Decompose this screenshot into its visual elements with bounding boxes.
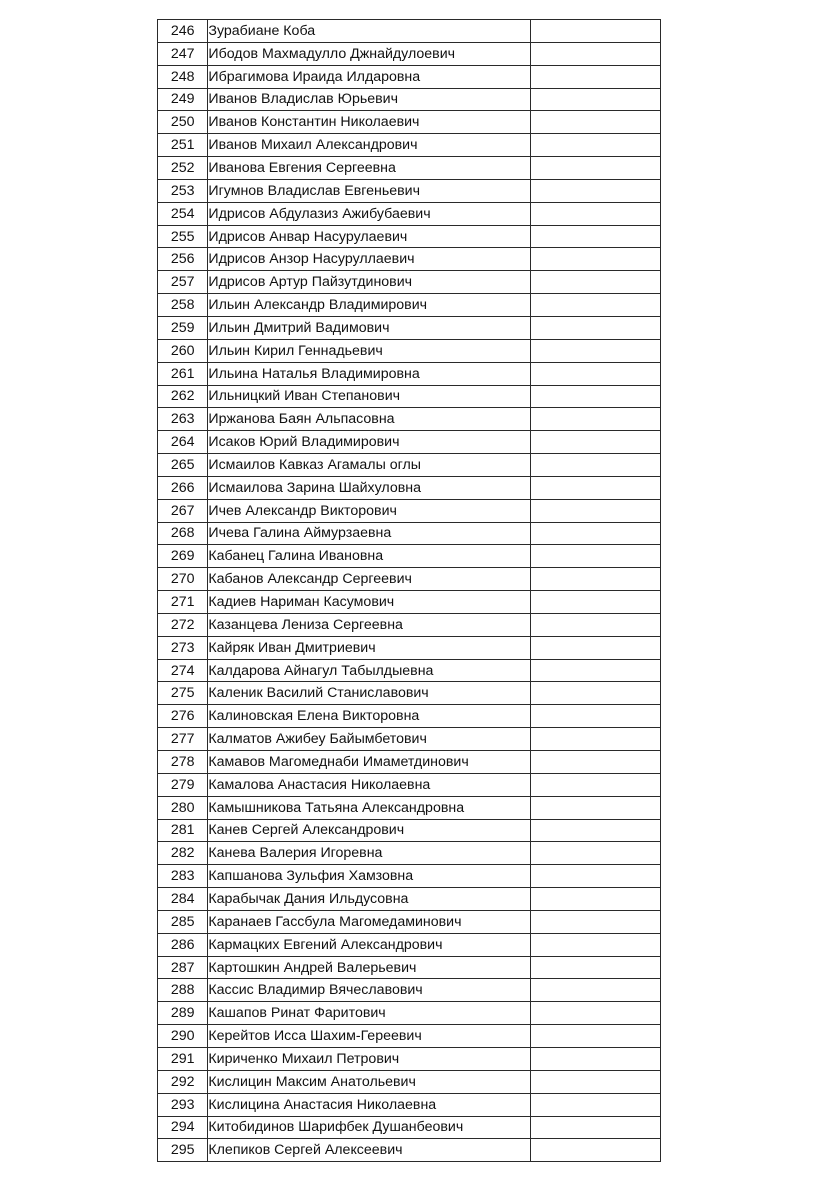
person-name: Камалова Анастасия Николаевна: [208, 773, 531, 796]
row-number: 290: [158, 1025, 208, 1048]
person-name: Кайряк Иван Дмитриевич: [208, 636, 531, 659]
row-number: 278: [158, 751, 208, 774]
empty-cell: [530, 476, 660, 499]
person-name: Кассис Владимир Вячеславович: [208, 979, 531, 1002]
row-number: 251: [158, 134, 208, 157]
person-name: Идрисов Артур Пайзутдинович: [208, 271, 531, 294]
empty-cell: [530, 408, 660, 431]
table-row: [158, 682, 661, 705]
empty-cell: [530, 431, 660, 454]
row-number: 264: [158, 431, 208, 454]
person-name: Казанцева Лениза Сергеевна: [208, 613, 531, 636]
person-name: Кислицин Максим Анатольевич: [208, 1070, 531, 1093]
person-name: Камавов Магомеднаби Имаметдинович: [208, 751, 531, 774]
table-row: [158, 705, 661, 728]
row-number: 268: [158, 522, 208, 545]
empty-cell: [530, 65, 660, 88]
table-row: [158, 294, 661, 317]
table-row: [158, 1116, 661, 1139]
empty-cell: [530, 179, 660, 202]
person-name: Зурабиане Коба: [208, 20, 531, 43]
person-name: Каранаев Гассбула Магомедаминович: [208, 910, 531, 933]
row-number: 271: [158, 591, 208, 614]
table-row: [158, 522, 661, 545]
table-row: [158, 339, 661, 362]
person-name: Кармацких Евгений Александрович: [208, 933, 531, 956]
person-name: Канев Сергей Александрович: [208, 819, 531, 842]
person-name: Калиновская Елена Викторовна: [208, 705, 531, 728]
table-row: [158, 225, 661, 248]
empty-cell: [530, 910, 660, 933]
person-name: Картошкин Андрей Валерьевич: [208, 956, 531, 979]
person-name: Кадиев Нариман Касумович: [208, 591, 531, 614]
empty-cell: [530, 1116, 660, 1139]
table-row: [158, 956, 661, 979]
person-name: Идрисов Анвар Насурулаевич: [208, 225, 531, 248]
table-row: [158, 362, 661, 385]
row-number: 275: [158, 682, 208, 705]
row-number: 267: [158, 499, 208, 522]
table-row: [158, 545, 661, 568]
person-name: Идрисов Анзор Насуруллаевич: [208, 248, 531, 271]
table-row: [158, 819, 661, 842]
table-row: [158, 476, 661, 499]
person-name: Исмаилов Кавказ Агамалы оглы: [208, 454, 531, 477]
person-name: Ибрагимова Ираида Илдаровна: [208, 65, 531, 88]
empty-cell: [530, 1070, 660, 1093]
table-row: [158, 42, 661, 65]
row-number: 282: [158, 842, 208, 865]
person-name: Ибодов Махмадулло Джнайдулоевич: [208, 42, 531, 65]
table-row: [158, 316, 661, 339]
row-number: 249: [158, 88, 208, 111]
table-row: [158, 773, 661, 796]
row-number: 293: [158, 1093, 208, 1116]
table-row: [158, 157, 661, 180]
table-row: [158, 1070, 661, 1093]
table-row: [158, 865, 661, 888]
person-name: Калдарова Айнагул Табылдыевна: [208, 659, 531, 682]
table-row: [158, 1025, 661, 1048]
person-name: Иванова Евгения Сергеевна: [208, 157, 531, 180]
row-number: 254: [158, 202, 208, 225]
row-number: 292: [158, 1070, 208, 1093]
empty-cell: [530, 796, 660, 819]
empty-cell: [530, 1002, 660, 1025]
row-number: 258: [158, 294, 208, 317]
person-name: Игумнов Владислав Евгеньевич: [208, 179, 531, 202]
empty-cell: [530, 248, 660, 271]
row-number: 284: [158, 888, 208, 911]
table-row: [158, 431, 661, 454]
table-row: [158, 659, 661, 682]
row-number: 272: [158, 613, 208, 636]
row-number: 266: [158, 476, 208, 499]
row-number: 253: [158, 179, 208, 202]
empty-cell: [530, 888, 660, 911]
row-number: 256: [158, 248, 208, 271]
person-name: Кислицина Анастасия Николаевна: [208, 1093, 531, 1116]
empty-cell: [530, 294, 660, 317]
table-row: [158, 248, 661, 271]
person-name: Идрисов Абдулазиз Ажибубаевич: [208, 202, 531, 225]
empty-cell: [530, 134, 660, 157]
empty-cell: [530, 522, 660, 545]
row-number: 291: [158, 1047, 208, 1070]
person-name: Ильин Кирил Геннадьевич: [208, 339, 531, 362]
person-name: Ильина Наталья Владимировна: [208, 362, 531, 385]
row-number: 252: [158, 157, 208, 180]
empty-cell: [530, 202, 660, 225]
person-name: Керейтов Исса Шахим-Гереевич: [208, 1025, 531, 1048]
person-name: Кабанец Галина Ивановна: [208, 545, 531, 568]
table-row: [158, 134, 661, 157]
table-row: [158, 65, 661, 88]
table-row: [158, 568, 661, 591]
person-name: Клепиков Сергей Алексеевич: [208, 1139, 531, 1162]
table-row: [158, 842, 661, 865]
row-number: 273: [158, 636, 208, 659]
person-name: Китобидинов Шарифбек Душанбеович: [208, 1116, 531, 1139]
empty-cell: [530, 385, 660, 408]
row-number: 294: [158, 1116, 208, 1139]
empty-cell: [530, 659, 660, 682]
table-row: [158, 385, 661, 408]
names-table: [157, 19, 661, 1162]
table-row: [158, 20, 661, 43]
table-row: [158, 910, 661, 933]
row-number: 269: [158, 545, 208, 568]
empty-cell: [530, 979, 660, 1002]
table-row: [158, 933, 661, 956]
empty-cell: [530, 773, 660, 796]
table-row: [158, 88, 661, 111]
person-name: Камышникова Татьяна Александровна: [208, 796, 531, 819]
empty-cell: [530, 956, 660, 979]
row-number: 270: [158, 568, 208, 591]
person-name: Кириченко Михаил Петрович: [208, 1047, 531, 1070]
empty-cell: [530, 225, 660, 248]
table-row: [158, 1002, 661, 1025]
empty-cell: [530, 499, 660, 522]
table-row: [158, 271, 661, 294]
empty-cell: [530, 157, 660, 180]
empty-cell: [530, 613, 660, 636]
empty-cell: [530, 682, 660, 705]
person-name: Ильин Александр Владимирович: [208, 294, 531, 317]
row-number: 281: [158, 819, 208, 842]
empty-cell: [530, 819, 660, 842]
empty-cell: [530, 111, 660, 134]
row-number: 265: [158, 454, 208, 477]
table-row: [158, 179, 661, 202]
empty-cell: [530, 705, 660, 728]
row-number: 259: [158, 316, 208, 339]
row-number: 260: [158, 339, 208, 362]
person-name: Капшанова Зульфия Хамзовна: [208, 865, 531, 888]
person-name: Карабычак Дания Ильдусовна: [208, 888, 531, 911]
table-row: [158, 591, 661, 614]
table-row: [158, 408, 661, 431]
row-number: 250: [158, 111, 208, 134]
empty-cell: [530, 316, 660, 339]
row-number: 288: [158, 979, 208, 1002]
row-number: 295: [158, 1139, 208, 1162]
table-row: [158, 796, 661, 819]
table-row: [158, 888, 661, 911]
person-name: Ичева Галина Аймурзаевна: [208, 522, 531, 545]
person-name: Исаков Юрий Владимирович: [208, 431, 531, 454]
person-name: Ичев Александр Викторович: [208, 499, 531, 522]
table-row: [158, 636, 661, 659]
row-number: 286: [158, 933, 208, 956]
empty-cell: [530, 362, 660, 385]
empty-cell: [530, 339, 660, 362]
person-name: Ильин Дмитрий Вадимович: [208, 316, 531, 339]
row-number: 287: [158, 956, 208, 979]
table-row: [158, 1139, 661, 1162]
row-number: 274: [158, 659, 208, 682]
person-name: Иванов Михаил Александрович: [208, 134, 531, 157]
person-name: Иржанова Баян Альпасовна: [208, 408, 531, 431]
table-row: [158, 202, 661, 225]
row-number: 255: [158, 225, 208, 248]
empty-cell: [530, 1139, 660, 1162]
empty-cell: [530, 751, 660, 774]
row-number: 261: [158, 362, 208, 385]
empty-cell: [530, 1047, 660, 1070]
row-number: 248: [158, 65, 208, 88]
empty-cell: [530, 1093, 660, 1116]
row-number: 257: [158, 271, 208, 294]
empty-cell: [530, 865, 660, 888]
names-table-body: [158, 20, 661, 1162]
person-name: Каленик Василий Станиславович: [208, 682, 531, 705]
row-number: 279: [158, 773, 208, 796]
person-name: Исмаилова Зарина Шайхуловна: [208, 476, 531, 499]
empty-cell: [530, 1025, 660, 1048]
row-number: 280: [158, 796, 208, 819]
empty-cell: [530, 568, 660, 591]
person-name: Иванов Владислав Юрьевич: [208, 88, 531, 111]
table-row: [158, 499, 661, 522]
empty-cell: [530, 842, 660, 865]
empty-cell: [530, 545, 660, 568]
person-name: Канева Валерия Игоревна: [208, 842, 531, 865]
row-number: 262: [158, 385, 208, 408]
table-row: [158, 454, 661, 477]
empty-cell: [530, 454, 660, 477]
table-row: [158, 751, 661, 774]
row-number: 289: [158, 1002, 208, 1025]
person-name: Кашапов Ринат Фаритович: [208, 1002, 531, 1025]
table-row: [158, 728, 661, 751]
empty-cell: [530, 636, 660, 659]
table-row: [158, 613, 661, 636]
table-row: [158, 111, 661, 134]
empty-cell: [530, 42, 660, 65]
empty-cell: [530, 88, 660, 111]
person-name: Иванов Константин Николаевич: [208, 111, 531, 134]
empty-cell: [530, 20, 660, 43]
empty-cell: [530, 933, 660, 956]
row-number: 285: [158, 910, 208, 933]
row-number: 276: [158, 705, 208, 728]
empty-cell: [530, 271, 660, 294]
row-number: 283: [158, 865, 208, 888]
row-number: 277: [158, 728, 208, 751]
table-row: [158, 1093, 661, 1116]
table-row: [158, 979, 661, 1002]
row-number: 247: [158, 42, 208, 65]
person-name: Ильницкий Иван Степанович: [208, 385, 531, 408]
person-name: Кабанов Александр Сергеевич: [208, 568, 531, 591]
row-number: 263: [158, 408, 208, 431]
person-name: Калматов Ажибеу Байымбетович: [208, 728, 531, 751]
table-row: [158, 1047, 661, 1070]
row-number: 246: [158, 20, 208, 43]
empty-cell: [530, 591, 660, 614]
empty-cell: [530, 728, 660, 751]
